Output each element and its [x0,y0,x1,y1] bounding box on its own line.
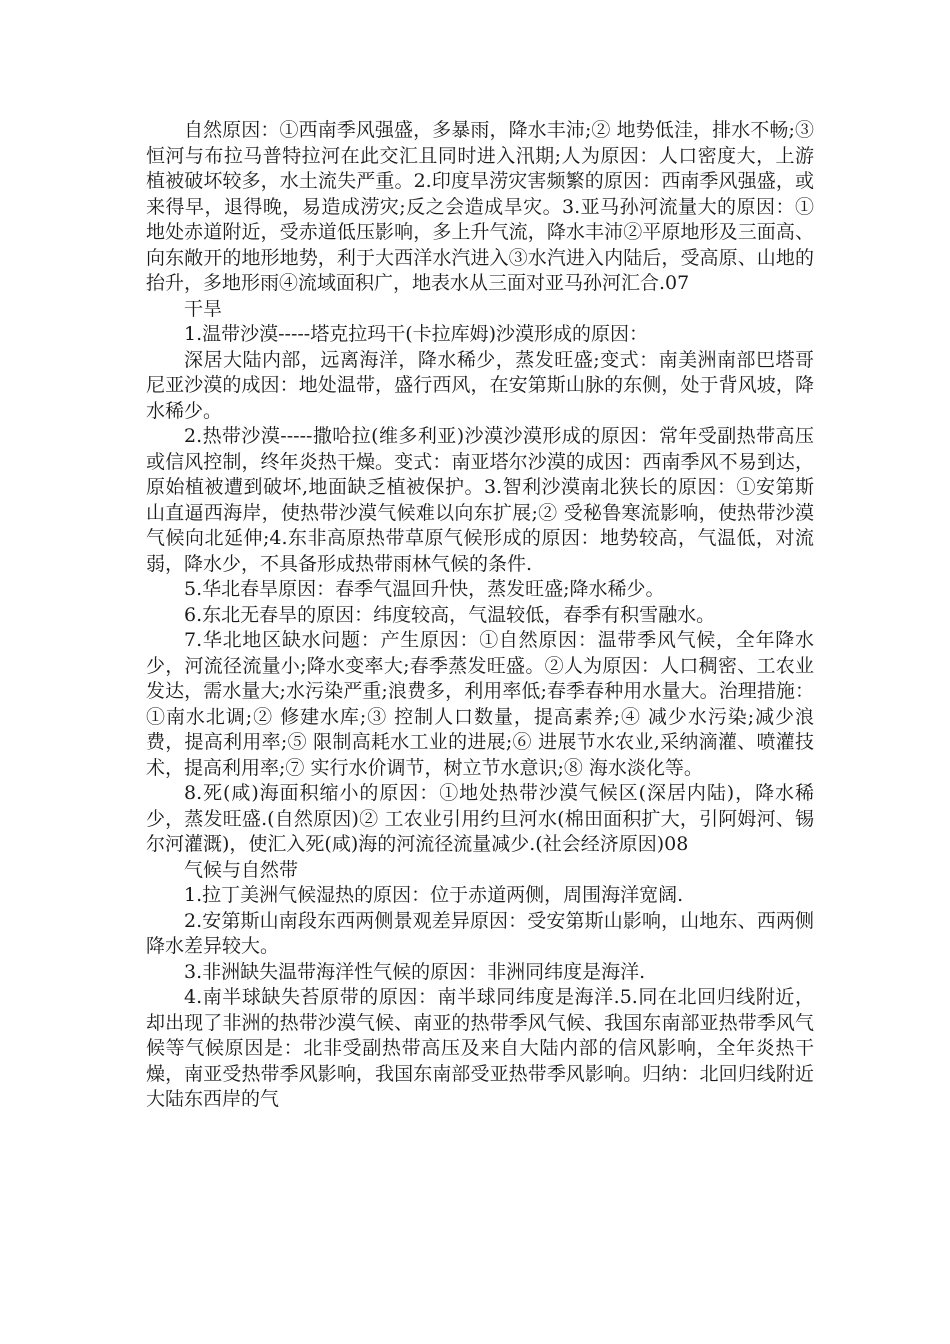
paragraph-temperate-desert-body: 深居大陆内部，远离海洋，降水稀少，蒸发旺盛;变式：南美洲南部巴塔哥尼亚沙漠的成因：地处温带，盛行西风，在安第斯山脉的东侧，处于背风坡，降水稀少。 [146,348,814,422]
paragraph-africa-marine-climate: 3.非洲缺失温带海洋性气候的原因：非洲同纬度是海洋. [184,960,646,983]
paragraph-flood-causes: 自然原因：①西南季风强盛，多暴雨，降水丰沛;② 地势低洼，排水不畅;③ 恒河与布拉马普特拉河在此交汇且同时进入汛期;人为原因：人口密度大，上游植被破坏较多，水土流失严重。2.印度旱涝灾害频繁的原因：西南季风强盛，或来得早，退得晚，易造成涝灾;反之会造成旱灾。3.亚马孙河流量大的原因：①地处赤道附近，受赤道低压影响，多上升气流，降水丰沛②平原地形及三面高、向东敞开的地形地势，利于大西洋水汽进入③水汽进入内陆后，受高原、山地的抬升，多地形雨④流域面积广，地表水从三面对亚马孙河汇合.07 [146,119,814,294]
paragraph-andes: 2.安第斯山南段东西两侧景观差异原因：受安第斯山影响，山地东、西两侧降水差异较大。 [146,909,814,957]
paragraph-tropical-desert: 2.热带沙漠-----撒哈拉(维多利亚)沙漠沙漠形成的原因：常年受副热带高压或信风控制，终年炎热干燥。变式：南亚塔尔沙漠的成因：西南季风不易到达，原始植被遭到破坏,地面缺乏植被保护。3.智利沙漠南北狭长的原因：①安第斯山直逼西海岸，使热带沙漠气候难以向东扩展;② 受秘鲁寒流影响，使热带沙漠气候向北延伸;4.东非高原热带草原气候形成的原因：地势较高，气温低，对流弱，降水少，不具备形成热带雨林气候的条件. [146,425,814,575]
paragraph-dead-sea: 8.死(咸)海面积缩小的原因：①地处热带沙漠气候区(深居内陆)，降水稀少，蒸发旺盛.(自然原因)② 工农业引用约旦河水(棉田面积扩大，引阿姆河、锡尔河灌溉)，使汇入死(咸)海的河流径流量减少.(社会经济原因)08 [146,782,814,855]
paragraph-southern-hemisphere-tundra: 4.南半球缺失苔原带的原因：南半球同纬度是海洋.5.同在北回归线附近，却出现了非洲的热带沙漠气候、南亚的热带季风气候、我国东南部亚热带季风气候等气候原因是：北非受副热带高压及来自大陆内部的信风影响，全年炎热干燥，南亚受热带季风影响，我国东南部受亚热带季风影响。归纳：北回归线附近大陆东西岸的气 [146,986,814,1110]
section-heading-climate-zones: 气候与自然带 [184,858,299,881]
paragraph-north-china-water-shortage: 7.华北地区缺水问题：产生原因：①自然原因：温带季风气候，全年降水少，河流径流量小;降水变率大;春季蒸发旺盛。②人为原因：人口稠密、工农业发达，需水量大;水污染严重;浪费多，利用率低;春季春种用水量大。治理措施：①南水北调;② 修建水库;③ 控制人口数量，提高素养;④ 减少水污染;减少浪费，提高利用率;⑤ 限制高耗水工业的进展;⑥ 进展节水农业,采纳滴灌、喷灌技术，提高利用率;⑦ 实行水价调节，树立节水意识;⑧ 海水淡化等。 [146,629,814,779]
paragraph-temperate-desert-title: 1.温带沙漠-----塔克拉玛干(卡拉库姆)沙漠形成的原因： [184,323,649,345]
document-body [146,118,814,1113]
section-heading-drought: 干旱 [184,297,223,320]
paragraph-north-china-spring-drought: 5.华北春旱原因：春季气温回升快，蒸发旺盛;降水稀少。 [184,578,665,600]
paragraph-latin-america: 1.拉丁美洲气候湿热的原因：位于赤道两侧，周围海洋宽阔. [184,884,684,906]
paragraph-northeast-no-spring-drought: 6.东北无春旱的原因：纬度较高，气温较低，春季有积雪融水。 [184,603,716,626]
